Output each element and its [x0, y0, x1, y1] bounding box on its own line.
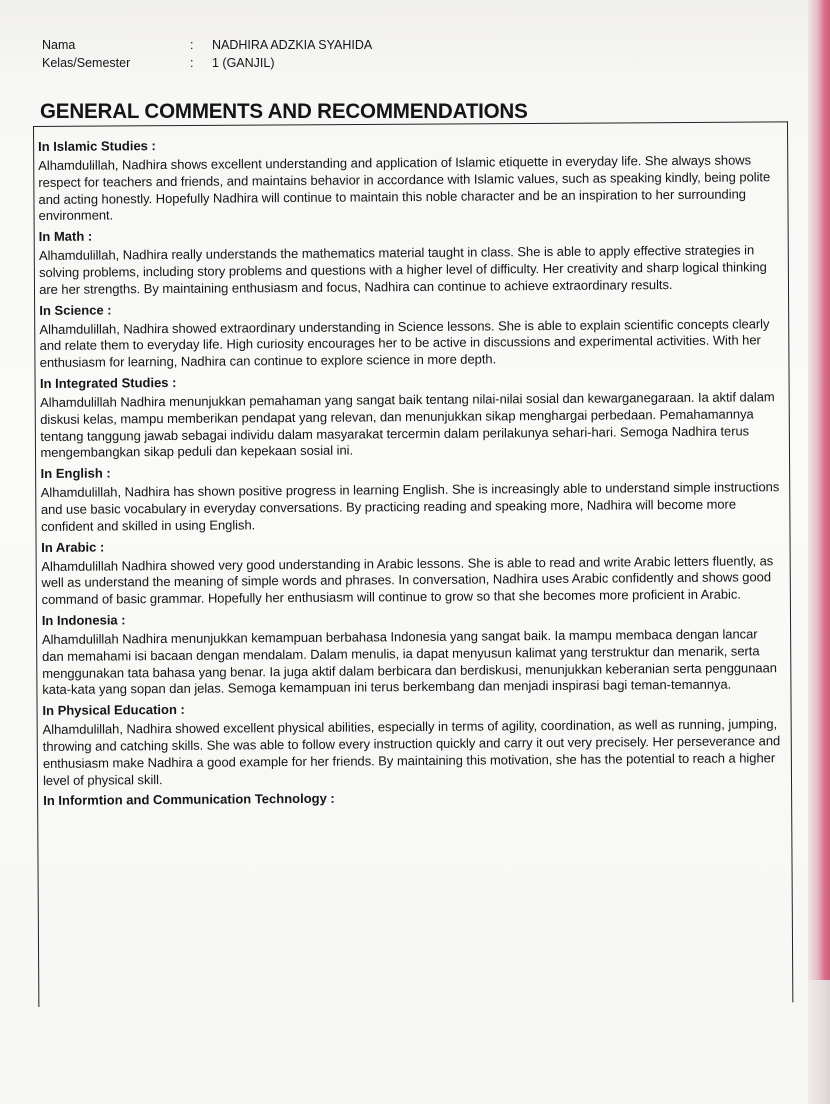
student-class-row [42, 55, 275, 71]
subject-heading: In Physical Education : [42, 701, 185, 719]
paper-edge-lower [808, 980, 830, 1104]
student-name-row [42, 37, 372, 53]
subject-comment: Alhamdulillah, Nadhira showed extraordinary understanding in Science lessons. She is able to explain scientific concepts clearly and relate them to everyday life. High curiosity encourages her to be active in discussions and experimental activities. With her enthusiasm for learning, Nadhira can continue to explore science in more depth. [39, 315, 770, 371]
subject-comment: Alhamdulillah Nadhira menunjukkan pemahaman yang sangat baik tentang nilai-nilai sosial dan kewarganegaraan. Ia aktif dalam diskusi kelas, mampu memberikan pendapat yang relevan, dan menunjukkan sikap menghargai perbedaan. Pemahamannya tentang tanggung jawab sebagai individu dalam masyarakat tercermin dalam perilakunya sehari-hari. Semoga Nadhira terus mengembangkan sikap peduli dan kepekaan sosial ini. [40, 389, 775, 461]
paper-edge-decoration [808, 0, 830, 1104]
section-math [39, 223, 780, 298]
subject-heading: In Math : [38, 228, 93, 245]
page-title: GENERAL COMMENTS AND RECOMMENDATIONS [40, 100, 528, 123]
section-physical-education [42, 697, 783, 789]
subject-comment: Alhamdulillah Nadhira menunjukkan kemampuan berbahasa Indonesia yang sangat baik. Ia mampu membaca dengan lancar dan memahami isi bacaan dengan mendalam. Dalam menulis, ia dapat menyusun kalimat yang terstruktur dan menarik, serta menggunakan tata bahasa yang benar. Ia juga aktif dalam berbicara dan berdiskusi, menunjukkan keberanian serta penggunaan kata-kata yang sopan dan jelas. Semoga kemampuan ini terus berkembang dan menjadi inspirasi bagi teman-temannya. [41, 626, 777, 698]
subject-comment: Alhamdulillah, Nadhira shows excellent understanding and application of Islamic etiquette in everyday life. She always shows respect for teachers and friends, and maintains behavior in accordance with Islamic values, such as speaking kindly, being polite and acting honestly. Hopefully Nadhira will continue to maintain this noble character and be an inspiration to her surrounding environment. [38, 152, 771, 224]
class-colon: : [190, 56, 194, 70]
section-integrated-studies [40, 370, 781, 462]
subject-comment: Alhamdulillah Nadhira showed very good understanding in Arabic lessons. She is able to read and write Arabic letters fluently, as well as understand the meaning of simple words and phrases. In conversation, Nadhira uses Arabic confidently and shows good command of basic grammar. Hopefully her enthusiasm will continue to grow so that she becomes more proficient in Arabic. [41, 552, 774, 608]
subject-comment: Alhamdulillah, Nadhira really understands the mathematics material taught in class. She is able to apply effective strategies in solving problems, including story problems and questions with a higher level of difficulty. Her creativity and sharp logical thinking are her strengths. By maintaining enthusiasm and focus, Nadhira can continue to achieve extraordinary results. [38, 242, 767, 297]
subject-heading: In Islamic Studies : [38, 138, 156, 154]
section-islamic-studies [38, 133, 779, 225]
class-label: Kelas/Semester [42, 56, 131, 70]
section-arabic [41, 534, 782, 609]
subject-heading: In Informtion and Communication Technology : [43, 791, 335, 809]
section-indonesia [42, 607, 783, 699]
name-colon: : [190, 38, 194, 52]
subject-comment: Alhamdulillah, Nadhira showed excellent physical abilities, especially in terms of agility, coordination, as well as running, jumping, throwing and catching skills. She was able to follow every instruction quickly and carry it out very precisely. Her perseverance and enthusiasm make Nadhira a good example for her friends. By maintaining this motivation, she has the potential to reach a higher level of physical skill. [42, 716, 781, 788]
section-ict [43, 787, 783, 809]
name-value: NADHIRA ADZKIA SYAHIDA [212, 38, 373, 52]
class-value: 1 (GANJIL) [212, 56, 275, 70]
subject-heading: In Integrated Studies : [39, 374, 177, 391]
name-label: Nama [42, 38, 76, 52]
subject-heading: In Indonesia : [41, 612, 126, 628]
subject-heading: In Arabic : [41, 539, 105, 555]
section-english [41, 460, 782, 535]
section-science [39, 297, 780, 372]
subject-comment: Alhamdulillah, Nadhira has shown positive progress in learning English. She is increasingly able to understand simple instructions and use basic vocabulary in everyday conversations. By practicing reading and speaking more, Nadhira will become more confident and skilled in using English. [40, 479, 780, 534]
subject-heading: In Science : [39, 302, 112, 318]
subject-heading: In English : [40, 465, 111, 482]
comments-content [38, 133, 783, 813]
